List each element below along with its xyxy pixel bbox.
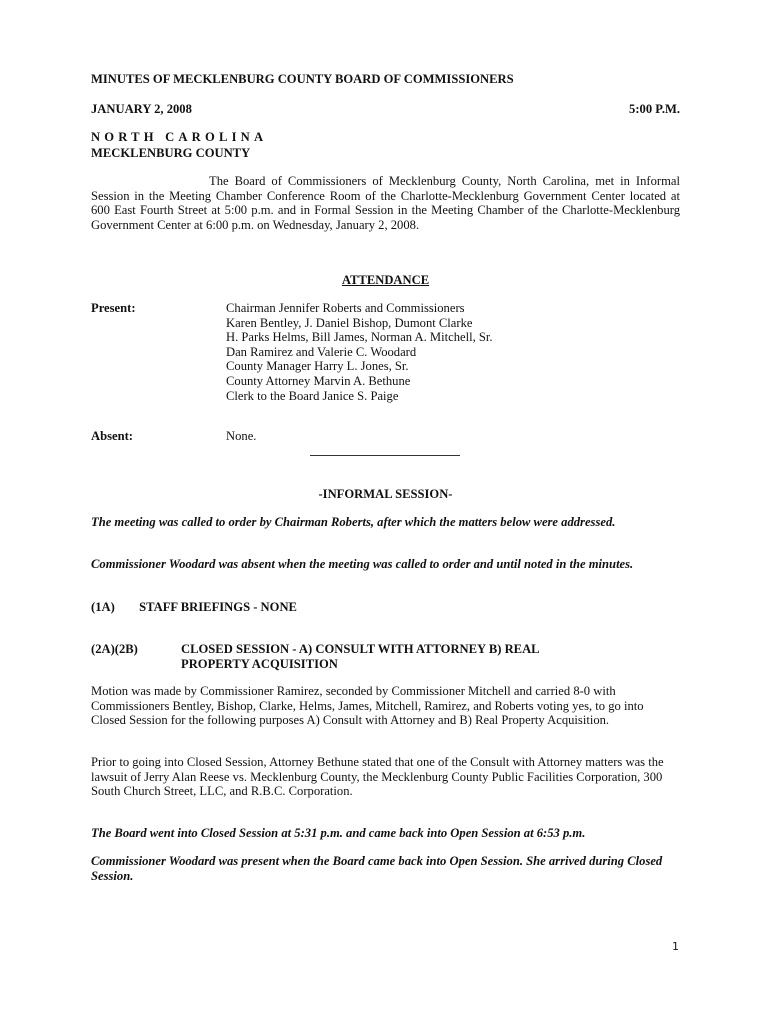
meeting-date: JANUARY 2, 2008 [91, 102, 192, 116]
agenda-item-number: (1A) [91, 600, 115, 614]
woodard-present-note: Commissioner Woodard was present when the Board came back into Open Session. She arrived during Closed Session. [91, 854, 663, 883]
prior-paragraph: Prior to going into Closed Session, Attorney Bethune stated that one of the Consult with Attorney matters was the lawsuit of Jerry Alan Reese vs. Mecklenburg County, the Mecklenburg County Public Facilities Corporation, 300 South Church Street, LLC, and R.B.C. Corporation. [91, 755, 664, 799]
woodard-absent-note: Commissioner Woodard was absent when the meeting was called to order and until noted in the minutes. [91, 557, 634, 571]
agenda-item-number: (2A)(2B) [91, 642, 138, 656]
document-title: MINUTES OF MECKLENBURG COUNTY BOARD OF COMMISSIONERS [91, 72, 514, 86]
closed-session-note: The Board went into Closed Session at 5:31 p.m. and came back into Open Session at 6:53 p.m. [91, 826, 586, 840]
motion-paragraph: Motion was made by Commissioner Ramirez, seconded by Commissioner Mitchell and carried 8-0 with Commissioners Bentley, Bishop, Clarke, Helms, James, Mitchell, Ramirez, and Roberts voting yes, to go into Closed Session for the following purposes A) Consult with Attorney and B) Real Property Acquisition. [91, 684, 644, 728]
informal-session-heading: -INFORMAL SESSION- [318, 487, 453, 501]
agenda-item-1a [91, 600, 680, 615]
county-heading: MECKLENBURG COUNTY [91, 146, 251, 160]
agenda-item-title: STAFF BRIEFINGS - NONE [139, 600, 297, 614]
attendance-heading: ATTENDANCE [341, 273, 430, 287]
meeting-time: 5:00 P.M. [629, 102, 680, 116]
present-line: County Manager Harry L. Jones, Sr. [226, 359, 409, 374]
section-divider [310, 455, 460, 456]
agenda-item-title-line: PROPERTY ACQUISITION [181, 656, 338, 671]
page-number: 1 [672, 940, 679, 953]
agenda-item-title [181, 642, 661, 671]
state-heading: NORTH CAROLINA [91, 130, 268, 144]
present-line: Chairman Jennifer Roberts and Commissioners [226, 301, 465, 315]
intro-paragraph: The Board of Commissioners of Mecklenburg County, North Carolina, met in Informal Session in the Meeting Chamber Conference Room of the Charlotte-Mecklenburg Government Center located at 600 East Fourth Street at 5:00 p.m. and in Formal Session in the Meeting Chamber of the Charlotte-Mecklenburg Government Center at 6:00 p.m. on Wednesday, January 2, 2008. [91, 174, 680, 232]
present-line: Clerk to the Board Janice S. Paige [226, 388, 399, 403]
present-line: Karen Bentley, J. Daniel Bishop, Dumont Clarke [226, 315, 473, 330]
agenda-item-title-line: CLOSED SESSION - A) CONSULT WITH ATTORNEY B) REAL [181, 642, 540, 656]
present-label: Present: [91, 301, 136, 315]
present-line: County Attorney Marvin A. Bethune [226, 373, 411, 388]
meeting-date-row [91, 102, 680, 117]
present-line: H. Parks Helms, Bill James, Norman A. Mitchell, Sr. [226, 330, 493, 345]
present-list [226, 301, 493, 403]
present-line: Dan Ramirez and Valerie C. Woodard [226, 344, 417, 359]
absent-value: None. [226, 429, 257, 443]
absent-label: Absent: [91, 429, 133, 443]
called-to-order-note: The meeting was called to order by Chairman Roberts, after which the matters below were addressed. [91, 515, 616, 529]
